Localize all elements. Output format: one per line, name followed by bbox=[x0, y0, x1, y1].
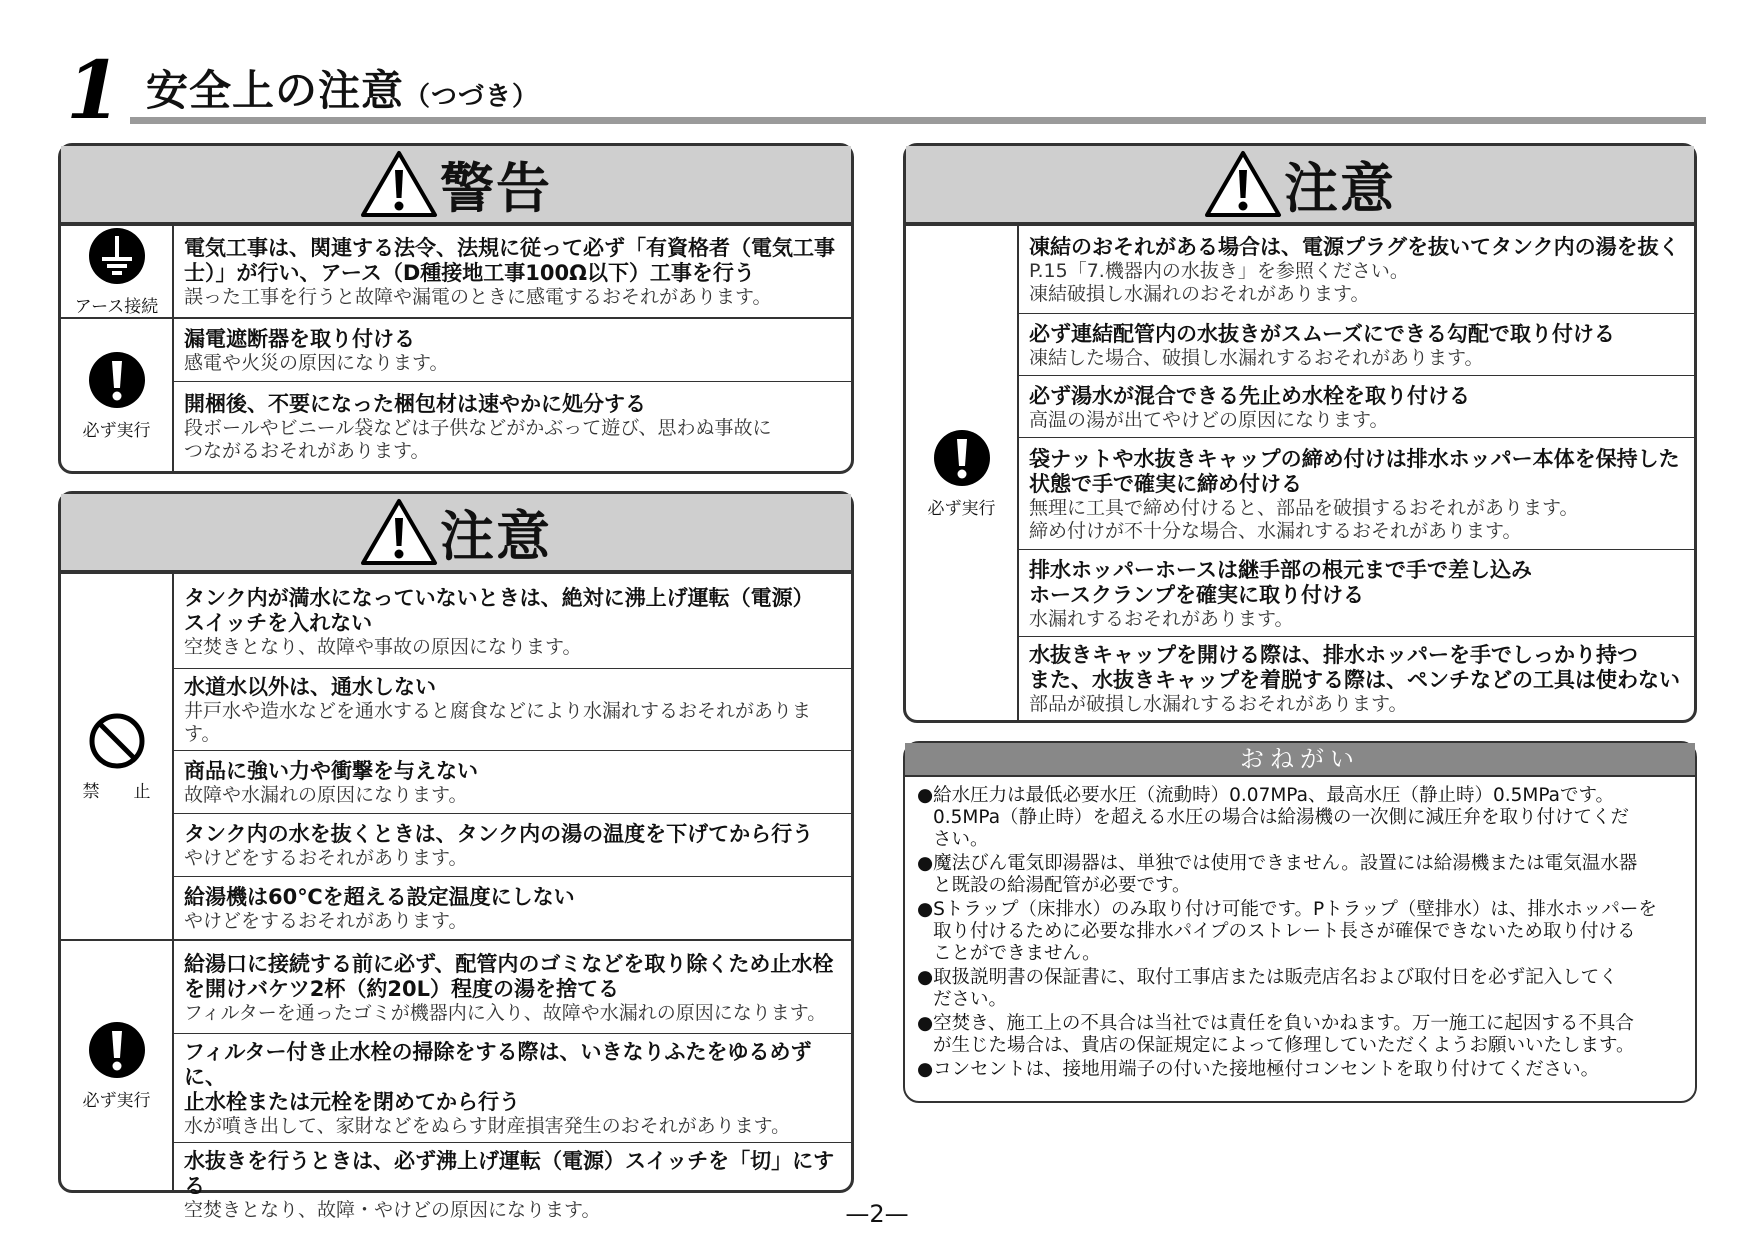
request-list bbox=[905, 777, 1695, 1081]
request-item: ●給水圧力は最低必要水圧（流動時）0.07MPa、最高水圧（静止時）0.5MPaです。 0.5MPa（静止時）を超える水圧の場合は給湯機の一次側に減圧弁を取り付けてくだ さい。 bbox=[917, 785, 1630, 850]
symbol-label: 必ず実行 bbox=[82, 420, 151, 441]
item-desc: 感電や火災の原因になります。 bbox=[184, 352, 449, 374]
symbol-cell bbox=[61, 226, 174, 317]
symbol-cell bbox=[61, 319, 174, 471]
request-box bbox=[903, 741, 1697, 1103]
caution-group-mandatory bbox=[61, 939, 851, 1221]
item-title: 袋ナットや水抜きキャップの締め付けは排水ホッパー本体を保持した 状態で手で確実に締め付ける bbox=[1029, 446, 1680, 496]
page-header bbox=[66, 43, 1706, 137]
symbol-cell bbox=[61, 574, 174, 939]
item-title: タンク内の水を抜くときは、タンク内の湯の温度を下げてから行う bbox=[184, 822, 814, 846]
item-desc: フィルターを通ったゴミが機器内に入り、故障や水漏れの原因になります。 bbox=[184, 1001, 827, 1024]
list-item bbox=[174, 1033, 851, 1142]
page-number: —2— bbox=[845, 1200, 909, 1228]
warning-triangle-icon bbox=[360, 498, 438, 566]
caution-box-right bbox=[903, 143, 1697, 723]
item-title: フィルター付き止水栓の掃除をする際は、いきなりふたをゆるめずに、 止水栓または元栓を閉めてから行う bbox=[184, 1040, 812, 1114]
item-list bbox=[1019, 226, 1694, 720]
item-desc: 無理に工具で締め付けると、部品を破損するおそれがあります。 締め付けが不十分な場合、水漏れするおそれがあります。 bbox=[1029, 496, 1579, 542]
symbol-cell bbox=[61, 941, 174, 1190]
warning-group-mandatory bbox=[61, 317, 851, 471]
item-title: 給湯口に接続する前に必ず、配管内のゴミなどを取り除くため止水栓 を開けバケツ2杯（約20L）程度の湯を捨てる bbox=[184, 951, 834, 1001]
list-item bbox=[174, 668, 851, 750]
request-item: ●取扱説明書の保証書に、取付工事店または販売店名および取付日を必ず記入してく ださい。 bbox=[917, 967, 1618, 1010]
warning-box bbox=[58, 143, 854, 474]
symbol-label: 必ず実行 bbox=[82, 1091, 151, 1111]
item-title: タンク内が満水になっていないときは、絶対に沸上げ運転（電源） スイッチを入れない bbox=[184, 585, 814, 635]
list-item bbox=[174, 226, 851, 317]
item-desc: 部品が破損し水漏れするおそれがあります。 bbox=[1029, 693, 1408, 715]
caution-label: 注意 bbox=[1284, 156, 1396, 220]
caution-box-header bbox=[61, 494, 851, 572]
caution-box-left bbox=[58, 491, 854, 1221]
chapter-number: 1 bbox=[66, 43, 122, 137]
item-desc: やけどをするおそれがあります。 bbox=[184, 910, 468, 932]
request-box-header: おねがい bbox=[905, 743, 1695, 777]
request-item: ●魔法びん電気即湯器は、単独では使用できません。設置には給湯機または電気温水器 と既設の給湯配管が必要です。 bbox=[917, 853, 1638, 896]
mandatory-icon bbox=[932, 428, 992, 488]
warning-box-header bbox=[61, 146, 851, 224]
warning-group-earth bbox=[61, 224, 851, 317]
caution-box-header bbox=[906, 146, 1694, 224]
symbol-label: 必ず実行 bbox=[927, 498, 996, 519]
warning-triangle-icon bbox=[360, 150, 438, 218]
symbol-cell bbox=[906, 226, 1019, 720]
item-desc: 水が噴き出して、家財などをぬらす財産損害発生のおそれがあります。 bbox=[184, 1115, 791, 1137]
item-title: 商品に強い力や衝撃を与えない bbox=[184, 759, 478, 783]
item-title: 漏電遮断器を取り付ける bbox=[184, 327, 415, 351]
item-desc: やけどをするおそれがあります。 bbox=[184, 847, 468, 869]
item-desc: 空焚きとなり、故障・やけどの原因になります。 bbox=[184, 1199, 601, 1221]
item-desc: 水漏れするおそれがあります。 bbox=[1029, 607, 1294, 630]
request-item: ●コンセントは、接地用端子の付いた接地極付コンセントを取り付けてください。 bbox=[917, 1059, 1600, 1080]
item-list bbox=[174, 941, 851, 1221]
list-item bbox=[174, 574, 851, 668]
caution-group-mandatory bbox=[906, 224, 1694, 720]
list-item bbox=[174, 319, 851, 381]
item-title: 水抜きキャップを開ける際は、排水ホッパーを手でしっかり持つ また、水抜きキャップを着脱する際は、ペンチなどの工具は使わない bbox=[1029, 643, 1680, 692]
item-desc: 凍結した場合、破損し水漏れするおそれがあります。 bbox=[1029, 346, 1484, 369]
prohibited-icon bbox=[87, 711, 147, 771]
header-rule bbox=[130, 117, 1706, 124]
symbol-label: 禁 止 bbox=[82, 782, 151, 802]
list-item bbox=[174, 381, 851, 471]
list-item bbox=[1019, 549, 1694, 636]
list-item bbox=[1019, 313, 1694, 375]
item-desc: 空焚きとなり、故障や事故の原因になります。 bbox=[184, 635, 582, 658]
item-desc: 井戸水や造水などを通水すると腐食などにより水漏れするおそれがあります。 bbox=[184, 700, 812, 745]
mandatory-icon bbox=[87, 1020, 147, 1080]
item-desc: 高温の湯が出てやけどの原因になります。 bbox=[1029, 408, 1389, 431]
warning-triangle-icon bbox=[1204, 150, 1282, 218]
caution-group-prohibited bbox=[61, 572, 851, 939]
earth-icon bbox=[87, 226, 147, 286]
request-item: ●空焚き、施工上の不具合は当社では責任を負いかねます。万一施工に起因する不具合 が生じた場合は、貴店の保証規定によって修理していただくようお願いいたします。 bbox=[917, 1013, 1635, 1056]
item-title: 必ず連結配管内の水抜きがスムーズにできる勾配で取り付ける bbox=[1029, 321, 1615, 346]
item-list bbox=[174, 319, 851, 471]
item-title: 排水ホッパーホースは継手部の根元まで手で差し込み ホースクランプを確実に取り付ける bbox=[1029, 557, 1532, 607]
warning-label: 警告 bbox=[440, 156, 552, 220]
list-item bbox=[1019, 226, 1694, 313]
title-text: 安全上の注意 bbox=[146, 66, 405, 115]
item-title: 凍結のおそれがある場合は、電源プラグを抜いてタンク内の湯を抜く bbox=[1029, 235, 1680, 259]
item-desc: 誤った工事を行うと故障や漏電のときに感電するおそれがあります。 bbox=[184, 286, 772, 308]
list-item bbox=[174, 941, 851, 1033]
list-item bbox=[1019, 636, 1694, 720]
item-title: 水抜きを行うときは、必ず沸上げ運転（電源）スイッチを「切」にする bbox=[184, 1149, 835, 1198]
item-title: 電気工事は、関連する法令、法規に従って必ず「有資格者（電気工事 士）」が行い、アース（D種接地工事100Ω以下）工事を行う bbox=[184, 236, 835, 285]
item-title: 水道水以外は、通水しない bbox=[184, 675, 436, 699]
list-item bbox=[174, 876, 851, 939]
list-item bbox=[174, 750, 851, 813]
item-title: 必ず湯水が混合できる先止め水栓を取り付ける bbox=[1029, 383, 1470, 408]
list-item bbox=[1019, 437, 1694, 549]
page-title bbox=[146, 68, 539, 120]
item-desc: P.15「7.機器内の水抜き」を参照ください。 凍結破損し水漏れのおそれがあります。 bbox=[1029, 260, 1409, 305]
item-desc: 段ボールやビニール袋などは子供などがかぶって遊び、思わぬ事故に つながるおそれがあります。 bbox=[184, 417, 772, 462]
item-list bbox=[174, 574, 851, 939]
list-item bbox=[174, 813, 851, 876]
item-desc: 故障や水漏れの原因になります。 bbox=[184, 784, 468, 806]
item-list bbox=[174, 226, 851, 317]
list-item bbox=[1019, 375, 1694, 437]
item-title: 開梱後、不要になった梱包材は速やかに処分する bbox=[184, 392, 646, 416]
symbol-label: アース接続 bbox=[74, 297, 159, 317]
item-title: 給湯機は60℃を超える設定温度にしない bbox=[184, 885, 575, 909]
request-item: ●Sトラップ（床排水）のみ取り付け可能です。Pトラップ（壁排水）は、排水ホッパーを 取り付けるために必要な排水パイプのストレート長さが確保できないため取り付ける ことができません。 bbox=[917, 899, 1657, 964]
title-subtitle: （つづき） bbox=[404, 82, 540, 112]
mandatory-icon bbox=[87, 350, 147, 410]
caution-label: 注意 bbox=[440, 504, 552, 568]
